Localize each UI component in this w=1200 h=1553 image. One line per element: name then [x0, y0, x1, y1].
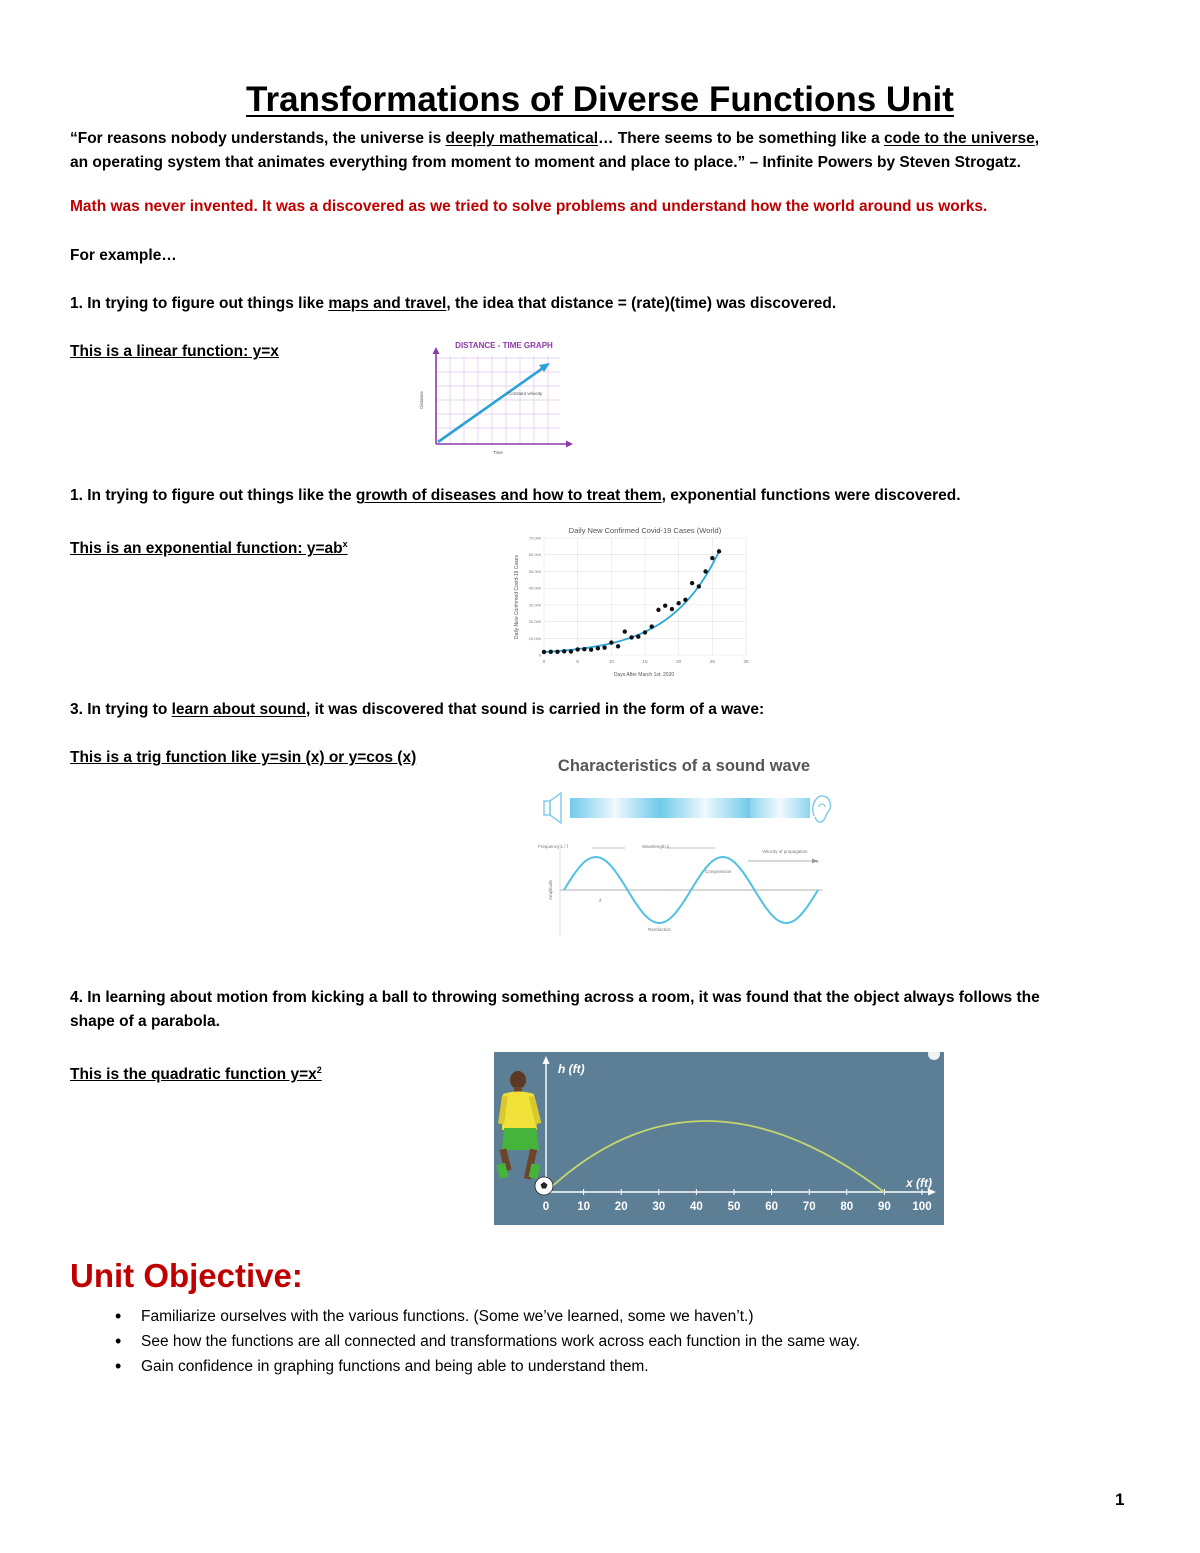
x-axis-label: x (ft) — [906, 1176, 932, 1190]
covid-chart-ylabel: Daily New Confirmed Covid-19 Cases — [514, 555, 520, 639]
page-number: 1 — [1115, 1490, 1125, 1509]
data-point — [542, 650, 546, 654]
distance-time-title: DISTANCE - TIME GRAPH — [455, 341, 553, 350]
exponential-function-label: This is an exponential function: $y=ab^x$ — [70, 539, 348, 558]
speaker-icon — [544, 793, 561, 823]
x-tick-label: 10 — [608, 659, 614, 664]
objective-item: • Familiarize ourselves with the various functions. (Some we’ve learned, some we haven’t.) — [70, 1304, 860, 1329]
constant-velocity-label: Constant velocity — [508, 391, 543, 396]
time-axis-label: Time — [493, 450, 503, 455]
x-tick-label: 90 — [878, 1201, 891, 1213]
x-tick-label: 15 — [642, 659, 648, 664]
example-3-text: 3. In trying to learn about sound, it was discovered that sound is carried in the form of a wave: — [70, 701, 765, 718]
data-point — [670, 607, 674, 611]
data-point — [555, 650, 559, 654]
y-tick-label: 30,000 — [528, 602, 541, 608]
x-tick-label: 30 — [743, 659, 749, 664]
quote-underline-deeply-mathematical: deeply mathematical — [445, 130, 599, 147]
soccer-ball-icon — [535, 1177, 553, 1195]
data-point — [629, 635, 633, 639]
quadratic-function-label: This is the quadratic function $y=x^2$ — [70, 1065, 322, 1084]
covid-chart-title: Daily New Confirmed Covid-19 Cases (World) — [568, 526, 722, 535]
data-point — [602, 645, 606, 649]
example-1-text: 1. In trying to figure out things like maps and travel, the idea that distance = (rate)(time) was discovered. — [70, 295, 837, 312]
x-tick-label: 0 — [542, 1201, 550, 1213]
y-tick-label: 70,000 — [528, 535, 541, 541]
x-tick-label: 5 — [576, 659, 579, 664]
example-4-text-line-2: shape of a parabola. — [70, 1013, 220, 1030]
lambda-symbol: λ — [599, 898, 602, 904]
objective-item: • Gain confidence in graphing functions and being able to understand them. — [70, 1354, 860, 1379]
quote-line-1: “For reasons nobody understands, the universe is deeply mathematical… There seems to be something like a code to the universe, — [70, 130, 1040, 147]
y-tick-label: 50,000 — [528, 568, 541, 574]
x-tick-label: 100 — [912, 1201, 932, 1213]
x-tick-label: 80 — [840, 1201, 854, 1213]
data-point — [643, 630, 647, 634]
x-tick-label: 60 — [765, 1201, 778, 1213]
rarefaction-label: Rarefaction — [648, 927, 672, 932]
example-4-text-line-1: 4. In learning about motion from kicking a ball to throwing something across a room, it was found that the object always follows the — [70, 989, 1040, 1006]
distance-axis-label: Distance — [419, 391, 424, 409]
sound-wave-title: Characteristics of a sound wave — [557, 757, 811, 775]
data-point — [676, 601, 680, 605]
data-point — [609, 640, 613, 644]
data-point — [663, 603, 667, 607]
frequency-label: Frequency 1 / f — [538, 844, 569, 849]
y-tick-label: 40,000 — [528, 585, 541, 591]
ear-icon — [813, 796, 831, 822]
data-point — [562, 649, 566, 653]
data-point — [616, 644, 620, 648]
for-example-text: For example… — [70, 247, 177, 264]
sound-wave-figure — [530, 750, 840, 940]
y-tick-label: 10,000 — [528, 635, 541, 641]
red-statement: Math was never invented. It was a discovered as we tried to solve problems and understand how the world around us works. — [70, 198, 988, 215]
x-tick-label: 0 — [542, 659, 546, 664]
quote-line-2: an operating system that animates everything from moment to moment and place to place.” – Infinite Powers by Steven Strogatz. — [70, 154, 1021, 171]
data-point — [690, 581, 694, 585]
data-point — [710, 556, 714, 560]
data-point — [623, 629, 627, 633]
x-tick-label: 30 — [652, 1201, 666, 1213]
page-title: Transformations of Diverse Functions Unit — [246, 80, 954, 119]
x-tick-label: 10 — [577, 1201, 590, 1213]
linear-line — [438, 368, 543, 442]
x-tick-label: 70 — [802, 1201, 816, 1213]
compression-label: Compression — [705, 869, 732, 874]
data-point — [697, 584, 701, 588]
h-axis-label: h (ft) — [558, 1062, 585, 1076]
data-point — [650, 624, 654, 628]
data-point — [636, 634, 640, 638]
example-2-text: 1. In trying to figure out things like the growth of diseases and how to treat them, exponential functions were discovered. — [70, 487, 961, 504]
objective-list — [70, 1304, 860, 1379]
covid-chart-xlabel: Days After March 1st, 2020 — [613, 672, 675, 678]
data-point — [596, 646, 600, 650]
data-point — [569, 649, 573, 653]
data-point — [575, 647, 579, 651]
trig-function-label: This is a trig function like y=sin (x) or y=cos (x) — [70, 749, 417, 766]
data-point — [656, 608, 660, 612]
data-point — [683, 598, 687, 602]
linear-function-label: This is a linear function: y=x — [70, 343, 279, 360]
covid-cases-chart — [500, 522, 760, 682]
unit-objective-heading: Unit Objective: — [70, 1257, 303, 1294]
x-tick-label: 40 — [690, 1201, 703, 1213]
data-point — [549, 650, 553, 654]
wavelength-label: Wavelength λ — [642, 844, 670, 849]
quote-underline-code-to-the-universe: code to the universe — [884, 130, 1035, 147]
amplitude-label: Amplitude — [548, 879, 553, 901]
data-point — [703, 569, 707, 573]
objective-item: • See how the functions are all connected and transformations work across each function in the same way. — [70, 1329, 860, 1354]
velocity-symbol: v — [816, 859, 819, 865]
distance-time-graph — [410, 338, 580, 460]
kicked-ball-parabola-graph — [494, 1052, 944, 1225]
data-point — [589, 647, 593, 651]
x-tick-label: 50 — [727, 1201, 741, 1213]
y-tick-label: 60,000 — [528, 552, 541, 558]
velocity-label: Velocity of propagation — [762, 849, 808, 854]
x-tick-label: 25 — [709, 659, 715, 664]
data-point — [582, 647, 586, 651]
data-point — [717, 549, 721, 553]
y-tick-label: 0 — [538, 652, 541, 658]
x-tick-label: 20 — [676, 659, 682, 664]
y-tick-label: 20,000 — [528, 619, 541, 625]
x-tick-label: 20 — [614, 1201, 628, 1213]
